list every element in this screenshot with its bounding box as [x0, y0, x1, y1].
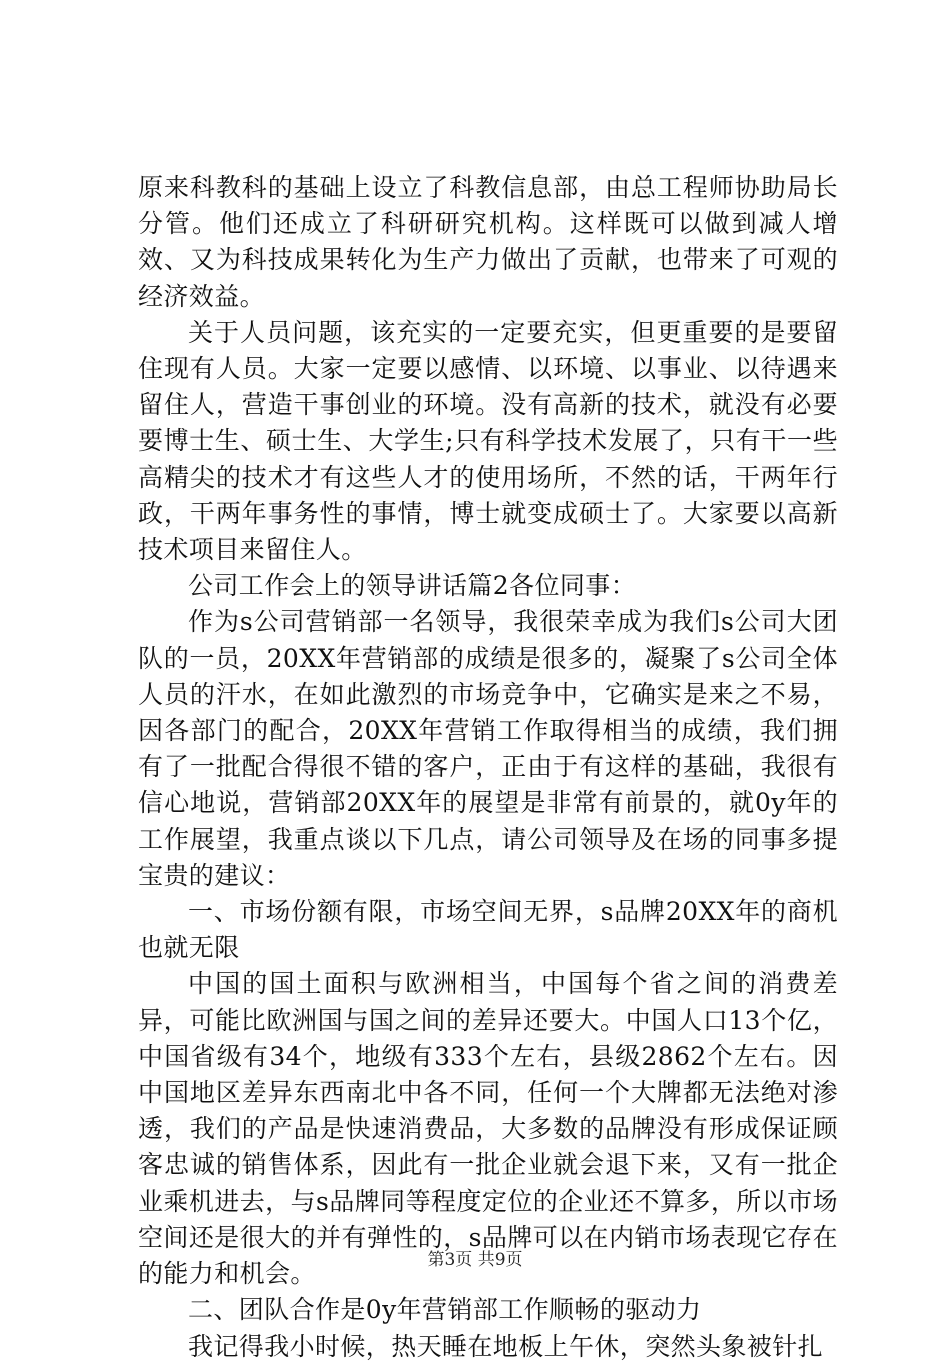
paragraph-6: 中国的国土面积与欧洲相当，中国每个省之间的消费差异，可能比欧洲国与国之间的差异还要大。中国人口13个亿，中国省级有34个，地级有333个左右，县级2862个左右。因中国地区差异东西南北中各不同，任何一个大牌都无法绝对渗透，我们的产品是快速消费品，大多数的品牌没有形成保证顾客忠诚的销售体系，因此有一批企业就会退下来，又有一批企业乘机进去，与s品牌同等程度定位的企业还不算多，所以市场空间还是很大的并有弹性的，s品牌可以在内销市场表现它存在的能力和机会。	[138, 969, 838, 1289]
paragraph-1: 原来科教科的基础上设立了科教信息部，由总工程师协助局长分管。他们还成立了科研研究机构。这样既可以做到减人增效、又为科技成果转化为生产力做出了贡献，也带来了可观的经济效益。	[138, 173, 838, 311]
paragraph-7-heading: 二、团队合作是0y年营销部工作顺畅的驱动力	[188, 1295, 702, 1325]
page-footer: 第3页 共9页	[427, 1250, 523, 1270]
paragraph-5-heading: 一、市场份额有限，市场空间无界，s品牌20XX年的商机也就无限	[138, 897, 838, 963]
document-body	[138, 170, 838, 1365]
paragraph-4: 作为s公司营销部一名领导，我很荣幸成为我们s公司大团队的一员，20XX年营销部的成绩是很多的，凝聚了s公司全体人员的汗水，在如此激烈的市场竞争中，它确实是来之不易，因各部门的配合，20XX年营销工作取得相当的成绩，我们拥有了一批配合得很不错的客户，正由于有这样的基础，我很有信心地说，营销部20XX年的展望是非常有前景的，就0y年的工作展望，我重点谈以下几点，请公司领导及在场的同事多提宝贵的建议：	[138, 607, 838, 890]
paragraph-3: 公司工作会上的领导讲话篇2各位同事：	[188, 571, 637, 601]
paragraph-8: 我记得我小时候，热天睡在地板上午休，突然头象被针扎	[188, 1331, 824, 1361]
paragraph-2: 关于人员问题，该充实的一定要充实，但更重要的是要留住现有人员。大家一定要以感情、以环境、以事业、以待遇来留住人，营造干事创业的环境。没有高新的技术，就没有必要要博士生、硕士生、大学生;只有科学技术发展了，只有干一些高精尖的技术才有这些人才的使用场所，不然的话，干两年行政，干两年事务性的事情，博士就变成硕士了。大家要以高新技术项目来留住人。	[138, 317, 838, 565]
